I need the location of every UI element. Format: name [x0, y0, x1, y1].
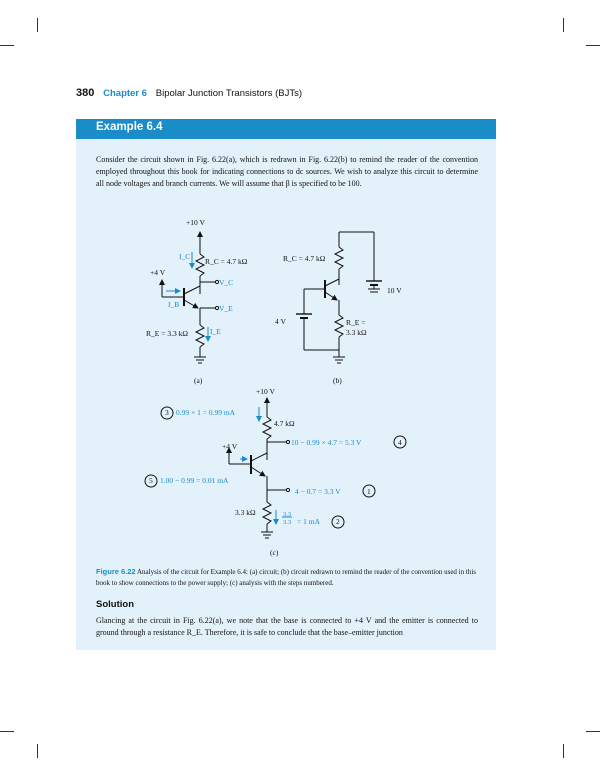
vcc-label-a: +10 V — [186, 218, 205, 227]
ib-label: I_B — [168, 300, 180, 309]
step-num-2: 2 — [336, 517, 340, 526]
caption-text: Analysis of the circuit for Example 6.4: (a) circuit; (b) circuit redrawn to remind the reader of the convention used in this book to show connections to the power supply; (c) analysis with the steps numbered. — [96, 568, 476, 587]
crop-mark — [0, 45, 14, 46]
re-resistor-c — [263, 502, 271, 524]
fig-c-label: (c) — [270, 548, 279, 557]
step2-label: = 1 mA — [297, 517, 320, 526]
step1-label: 4 − 0.7 = 3.3 V — [295, 487, 341, 496]
rc-label-a: R_C = 4.7 kΩ — [205, 257, 248, 266]
vcc-label-c: +10 V — [256, 387, 275, 396]
vb-label-a: +4 V — [150, 268, 166, 277]
vb-label-c: +4 V — [222, 442, 238, 451]
re-label-c: 3.3 kΩ — [235, 508, 256, 517]
step-num-4: 4 — [398, 438, 402, 447]
crop-mark — [37, 18, 38, 32]
ve-label: V_E — [219, 304, 233, 313]
step4-label: 10 − 0.99 × 4.7 = 5.3 V — [291, 438, 362, 447]
crop-mark — [586, 731, 600, 732]
fig-a-label: (a) — [194, 376, 203, 385]
step3-label: 0.99 × 1 = 0.99 mA — [176, 408, 236, 417]
rc-resistor-a — [196, 254, 204, 276]
figure-number: Figure 6.22 — [96, 567, 136, 576]
solution-heading: Solution — [96, 599, 134, 610]
re-label-b1: R_E = — [346, 318, 366, 327]
ic-label: I_C — [179, 252, 191, 261]
fig-b-label: (b) — [333, 376, 342, 385]
re-resistor-a — [196, 325, 204, 347]
crop-mark — [563, 18, 564, 32]
rc-resistor-c — [263, 417, 271, 439]
vsrc-label-b: 10 V — [387, 286, 402, 295]
vb-label-b: 4 V — [275, 317, 286, 326]
step-num-3: 3 — [165, 408, 169, 417]
example-intro: Consider the circuit shown in Fig. 6.22(a), which is redrawn in Fig. 6.22(b) to remind the reader of the convention employed throughout this book for indicating connections to dc sources. We wish to analyze this circuit to determine all node voltages and branch currents. We will assume that β is specified to be 100. — [96, 155, 478, 189]
chapter-label: Chapter 6 — [103, 88, 147, 99]
running-header — [76, 87, 302, 99]
chapter-title: Bipolar Junction Transistors (BJTs) — [155, 88, 302, 99]
step-num-5: 5 — [149, 476, 153, 485]
example-title: Example 6.4 — [96, 121, 163, 133]
re-resistor-b — [335, 315, 343, 337]
re-label-a: R_E = 3.3 kΩ — [146, 329, 188, 338]
solution-text: Glancing at the circuit in Fig. 6.22(a), we note that the base is connected to +4 V and the emitter is connected to ground through a resistance R_E. Therefore, it is safe to conclude that the base–emitter junction — [96, 616, 478, 638]
page-number: 380 — [76, 87, 95, 99]
emitter-lead-a — [184, 300, 198, 308]
crop-mark — [586, 45, 600, 46]
frac-num: 3.3 — [283, 511, 292, 518]
collector-lead-a — [184, 286, 200, 294]
re-label-b2: 3.3 kΩ — [346, 328, 367, 337]
rc-label-b: R_C = 4.7 kΩ — [283, 254, 326, 263]
step-num-1: 1 — [367, 487, 371, 496]
crop-mark — [37, 744, 38, 758]
rc-label-c: 4.7 kΩ — [274, 419, 295, 428]
crop-mark — [0, 731, 14, 732]
ie-label: I_E — [210, 327, 221, 336]
vc-label: V_C — [219, 278, 234, 287]
rc-resistor-b — [335, 247, 343, 269]
step5-label: 1.00 − 0.99 = 0.01 mA — [160, 476, 229, 485]
figure-caption — [96, 566, 478, 589]
crop-mark — [563, 744, 564, 758]
frac-den: 3.3 — [283, 519, 292, 526]
